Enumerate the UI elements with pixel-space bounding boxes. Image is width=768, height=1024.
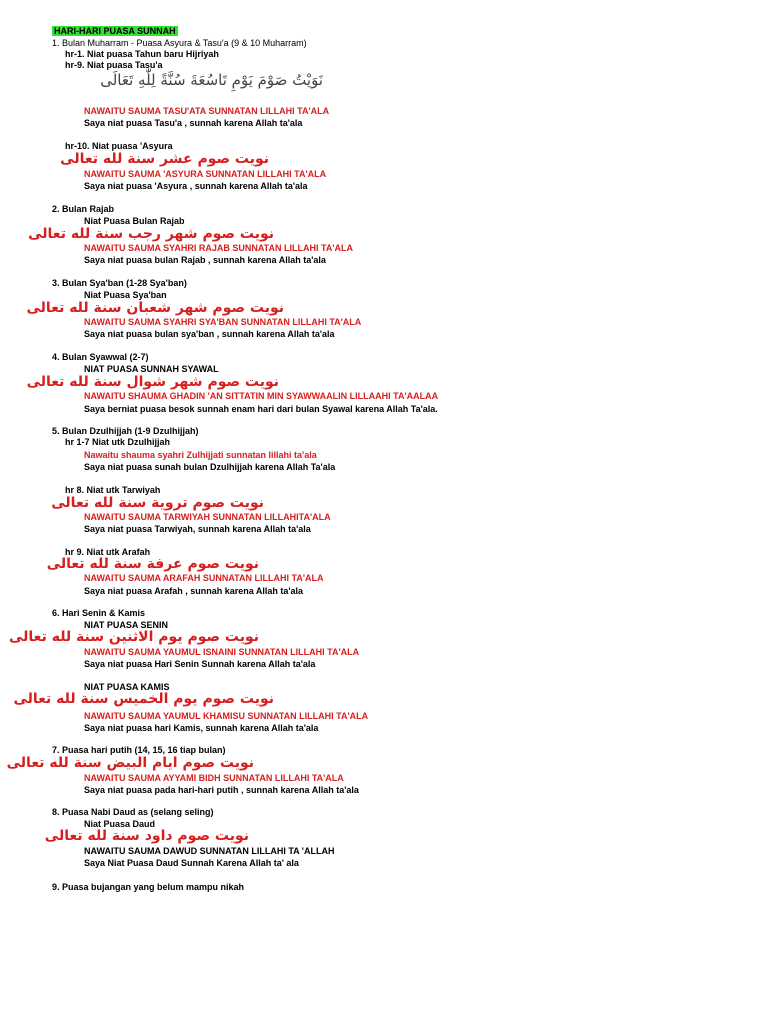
section-6-arabic-2: نويت صوم يوم الخميس سنة لله تعالى <box>13 691 274 707</box>
section-2-heading: 2. Bulan Rajab <box>52 204 115 214</box>
section-3-translation: Saya niat puasa bulan sya'ban , sunnah karena Allah ta'ala <box>84 329 335 339</box>
section-6-translation-2: Saya niat puasa hari Kamis, sunnah karena Allah ta'ala <box>84 723 319 733</box>
section-2-line-1: Niat Puasa Bulan Rajab <box>84 216 185 226</box>
section-5-latin-2: NAWAITU SAUMA TARWIYAH SUNNATAN LILLAHITA'ALA <box>84 512 331 522</box>
page-title: HARI-HARI PUASA SUNNAH <box>54 26 176 36</box>
section-8-heading: 8. Puasa Nabi Daud as (selang seling) <box>52 807 214 817</box>
section-6-arabic-1: نويت صوم يوم الاثنين سنة لله تعالى <box>9 629 259 645</box>
section-8-translation: Saya Niat Puasa Daud Sunnah Karena Allah ta' ala <box>84 858 299 868</box>
section-4-line-1: NIAT PUASA SUNNAH SYAWAL <box>84 364 219 374</box>
section-5-arabic-2: نويت صوم تروية سنة لله تعالى <box>51 495 264 511</box>
section-1-line-2: hr-9. Niat puasa Tasu'a <box>65 60 163 70</box>
section-6-line-2: NIAT PUASA KAMIS <box>84 682 170 692</box>
section-8-arabic: نويت صوم داود سنة لله تعالى <box>44 828 249 844</box>
section-2-arabic: نويت صوم شهر رجب سنة لله تعالى <box>28 226 274 242</box>
section-5-translation-1: Saya niat puasa sunah bulan Dzulhijjah karena Allah Ta'ala <box>84 462 336 472</box>
section-6-line-1: NIAT PUASA SENIN <box>84 620 169 630</box>
section-7-heading: 7. Puasa hari putih (14, 15, 16 tiap bulan) <box>52 745 226 755</box>
section-1-line-3: hr-10. Niat puasa 'Asyura <box>65 141 173 151</box>
section-4-heading: 4. Bulan Syawwal (2-7) <box>52 352 149 362</box>
section-1-latin-1: NAWAITU SAUMA TASU'ATA SUNNATAN LILLAHI TA'ALA <box>84 106 330 116</box>
section-1-translation-1: Saya niat puasa Tasu'a , sunnah karena Allah ta'ala <box>84 118 303 128</box>
section-1-latin-2: NAWAITU SAUMA 'ASYURA SUNNATAN LILLAHI TA'ALA <box>84 169 327 179</box>
section-1-arabic-1: نَوَيْتُ صَوْمَ يَوْمِ تَاسُعَةَ سُنَّةً لِلّٰهِ تَعَالَى <box>100 71 323 89</box>
section-5-heading: 5. Bulan Dzulhijjah (1-9 Dzulhijjah) <box>52 426 199 436</box>
section-5-arabic-3: نويت صوم عرفة سنة لله تعالى <box>46 556 259 572</box>
section-1-translation-2: Saya niat puasa 'Asyura , sunnah karena Allah ta'ala <box>84 181 308 191</box>
section-5-line-3: hr 9. Niat utk Arafah <box>65 547 151 557</box>
section-6-latin-2: NAWAITU SAUMA YAUMUL KHAMISU SUNNATAN LILLAHI TA'ALA <box>84 711 369 721</box>
section-5-translation-2: Saya niat puasa Tarwiyah, sunnah karena Allah ta'ala <box>84 524 311 534</box>
section-9-heading: 9. Puasa bujangan yang belum mampu nikah <box>52 882 245 892</box>
section-2-translation: Saya niat puasa bulan Rajab , sunnah karena Allah ta'ala <box>84 255 326 265</box>
section-6-translation-1: Saya niat puasa Hari Senin Sunnah karena Allah ta'ala <box>84 659 316 669</box>
section-1-arabic-2: نويت صوم عشر سنة لله تعالى <box>60 151 269 167</box>
section-4-arabic: نويت صوم شهر شوال سنة لله تعالى <box>26 374 279 390</box>
section-5-latin-1: Nawaitu shauma syahri Zulhijjati sunnatan lillahi ta'ala <box>84 450 317 460</box>
section-3-arabic: نويت صوم شهر شعبان سنة لله تعالى <box>26 300 284 316</box>
section-4-latin: NAWAITU SHAUMA GHADIN 'AN SITTATIN MIN SYAWWAALIN LILLAAHI TA'AALAA <box>84 391 439 401</box>
section-7-latin: NAWAITU SAUMA AYYAMI BIDH SUNNATAN LILLAHI TA'ALA <box>84 773 344 783</box>
section-6-latin-1: NAWAITU SAUMA YAUMUL ISNAINI SUNNATAN LILLAHI TA'ALA <box>84 647 360 657</box>
section-4-translation: Saya berniat puasa besok sunnah enam hari dari bulan Syawal karena Allah Ta'ala. <box>84 404 438 414</box>
section-8-latin: NAWAITU SAUMA DAWUD SUNNATAN LILLAHI TA 'ALLAH <box>84 846 335 856</box>
section-1-heading: 1. Bulan Muharram - Puasa Asyura & Tasu'a (9 & 10 Muharram) <box>52 38 307 48</box>
section-7-arabic: نويت صوم ايام البيض سنة لله تعالى <box>6 755 254 771</box>
section-6-heading: 6. Hari Senin & Kamis <box>52 608 146 618</box>
section-3-line-1: Niat Puasa Sya'ban <box>84 290 167 300</box>
section-1-line-1: hr-1. Niat puasa Tahun baru Hijriyah <box>65 49 219 59</box>
section-5-line-2: hr 8. Niat utk Tarwiyah <box>65 485 161 495</box>
section-8-line-1: Niat Puasa Daud <box>84 819 156 829</box>
section-3-latin: NAWAITU SAUMA SYAHRI SYA'BAN SUNNATAN LILLAHI TA'ALA <box>84 317 362 327</box>
section-5-latin-3: NAWAITU SAUMA ARAFAH SUNNATAN LILLAHI TA'ALA <box>84 573 324 583</box>
section-3-heading: 3. Bulan Sya'ban (1-28 Sya'ban) <box>52 278 187 288</box>
section-5-translation-3: Saya niat puasa Arafah , sunnah karena Allah ta'ala <box>84 586 304 596</box>
section-2-latin: NAWAITU SAUMA SYAHRI RAJAB SUNNATAN LILLAHI TA'ALA <box>84 243 353 253</box>
section-7-translation: Saya niat puasa pada hari-hari putih , sunnah karena Allah ta'ala <box>84 785 359 795</box>
section-5-line-1: hr 1-7 Niat utk Dzulhijjah <box>65 437 171 447</box>
